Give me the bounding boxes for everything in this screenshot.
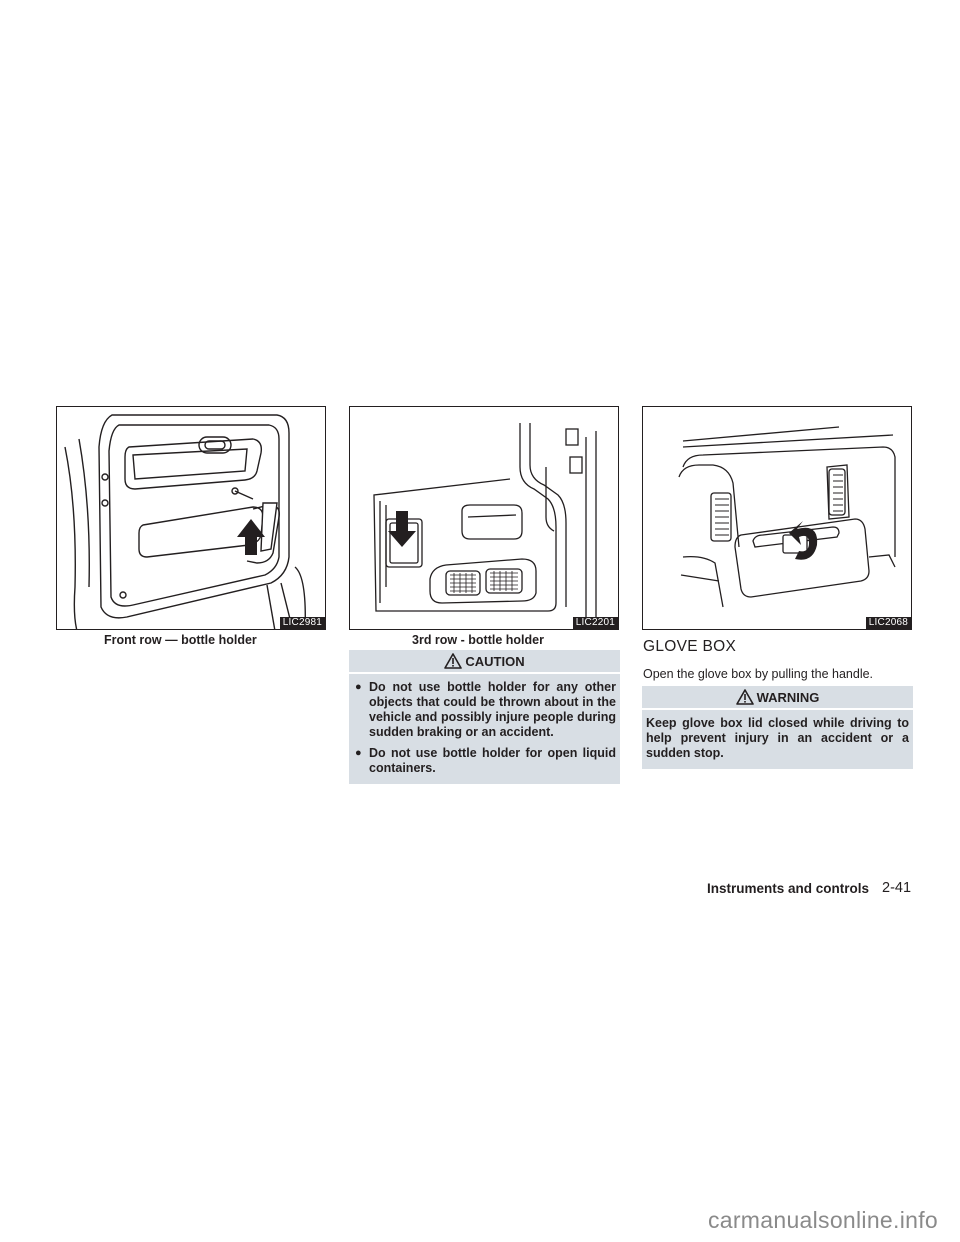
watermark-bar [0,1202,960,1242]
door-panel-illustration [57,407,326,630]
figure-id: LIC2201 [573,617,618,629]
caution-box [349,650,620,784]
warning-triangle-icon [736,689,754,705]
figure-front-row-bottle-holder [56,406,326,630]
list-item [353,746,616,776]
bullet-icon: ● [355,681,362,693]
caution-title: CAUTION [465,653,525,669]
warning-title: WARNING [756,689,820,705]
body-paragraph: Open the glove box by pulling the handle. [643,667,874,681]
warning-body: Keep glove box lid closed while driving to help prevent injury in an accident or a sudden stop. [646,716,909,760]
warning-box [642,686,913,769]
warning-triangle-icon [444,653,462,669]
watermark-text[interactable]: carmanualsonline.info [707,1207,938,1233]
list-item [353,680,616,740]
caution-item-text: Do not use bottle holder for any other objects that could be thrown about in the vehicle and possibly injure people during sudden braking or an accident. [369,680,616,739]
glove-box-illustration [643,407,912,630]
figure-id: LIC2068 [866,617,911,629]
third-row-panel-illustration [350,407,619,630]
warning-header [642,686,913,710]
figure-caption: Front row — bottle holder [104,633,257,647]
figure-3rd-row-bottle-holder [349,406,619,630]
page-number: 2-41 [882,880,912,896]
figure-id: LIC2981 [280,617,325,629]
figure-caption: 3rd row - bottle holder [412,633,544,647]
caution-header [349,650,620,674]
bullet-icon: ● [355,747,362,759]
caution-item-text: Do not use bottle holder for open liquid containers. [369,746,616,775]
section-heading: GLOVE BOX [643,638,737,655]
figure-glove-box [642,406,912,630]
footer-section-title: Instruments and controls [707,881,870,896]
caution-body [349,674,620,784]
